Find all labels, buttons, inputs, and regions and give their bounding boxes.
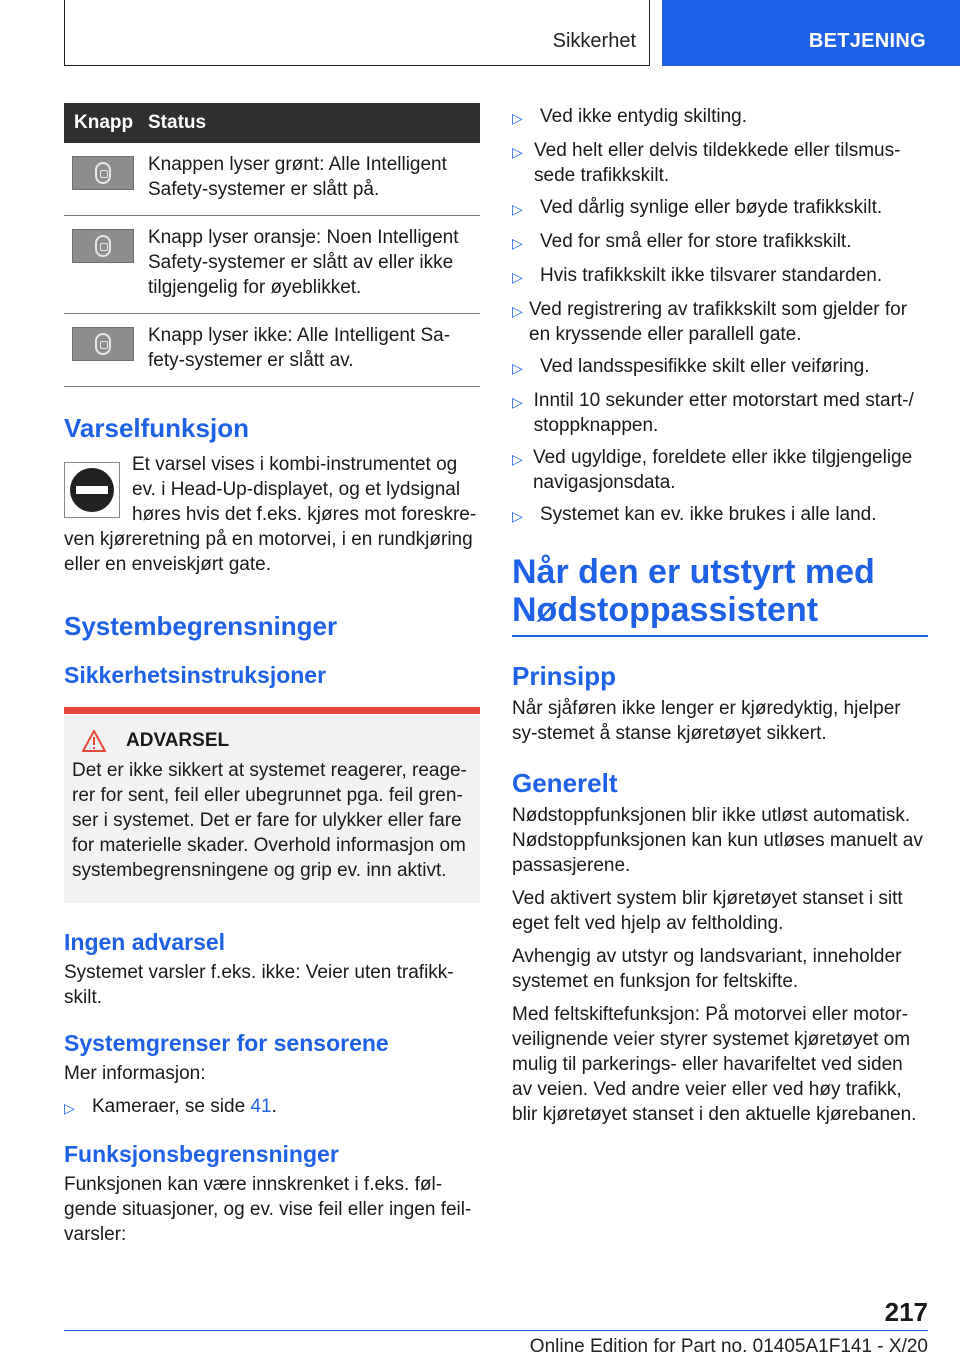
bullet-triangle-icon: ▷: [512, 303, 523, 319]
bullet-triangle-icon: ▷: [512, 451, 523, 467]
warning-text: Det er ikke sikkert at systemet reagerer, reage-rer for sent, feil eller ubegrunnet pga. feil gren-ser i systemet. Det er fare for ulykker eller fare for materielle skader. Overhold informasjon om systembegrensningene og grip ev. inn aktivt.: [72, 760, 467, 881]
list-item: [512, 229, 928, 256]
no-entry-sign-icon: [64, 462, 120, 518]
bullet-triangle-icon: ▷: [512, 269, 523, 285]
bullet-text: Ved helt eller delvis tildekkede eller tilsmus-sede trafikkskilt.: [534, 140, 901, 186]
heading-funksjonsbegrensninger: Funksjonsbegrensninger: [64, 1141, 339, 1167]
generelt-p2: Ved aktivert system blir kjøretøyet stanset i sitt eget felt ved hjelp av feltholding.: [512, 888, 903, 934]
varsel-text-a: Et varsel vises i kombi-instrumentet og ev. i Head-Up-displayet, og et lydsignal høres hvis det f.eks. kjøres mot foreskre-: [132, 454, 477, 525]
list-item: [512, 445, 928, 495]
footer-edition: Online Edition for Part no. 01405A1F141 - X/20: [529, 1336, 928, 1357]
bullet-triangle-icon: ▷: [512, 110, 523, 126]
heading-systembegrensninger: Systembegrensninger: [64, 611, 338, 641]
generelt-p3: Avhengig av utstyr og landsvariant, inneholder systemet en funksjon for feltskifte.: [512, 946, 902, 992]
heading-ingen-advarsel: Ingen advarsel: [64, 929, 226, 955]
heading-nodstoppassistent: Når den er utstyrt med Nødstoppassistent: [512, 553, 928, 637]
bullet-text: Hvis trafikkskilt ikke tilsvarer standarden.: [540, 265, 883, 286]
bullet-triangle-icon: ▷: [512, 235, 523, 251]
page-link[interactable]: 41: [250, 1096, 272, 1117]
bullet-text: Ved for små eller for store trafikkskilt.: [540, 231, 852, 252]
bullet-triangle-icon: ▷: [64, 1100, 75, 1116]
prinsipp-text: Når sjåføren ikke lenger er kjøredyktig, hjelper sy-stemet å stanse kjøretøyet sikkert.: [512, 698, 901, 744]
list-item: [512, 138, 928, 188]
intelligent-safety-button-icon: [72, 229, 134, 263]
funksjon-text: Funksjonen kan være innskrenket i f.eks. føl-gende situasjoner, og ev. vise feil eller ingen feil-varsler:: [64, 1174, 472, 1245]
table-cell-status: Knapp lyser oransje: Noen Intelligent Safety-systemer er slått av eller ikke tilgjengelig for øyeblikket.: [148, 227, 459, 298]
list-item: [64, 1094, 480, 1121]
bullet-text: Kameraer, se side: [92, 1096, 251, 1117]
col-header-status: Status: [148, 112, 207, 133]
generelt-p1: Nødstoppfunksjonen blir ikke utløst automatisk. Nødstoppfunksjonen kan kun utløses manuelt av passasjerene.: [512, 805, 923, 876]
warning-title: ADVARSEL: [126, 730, 230, 751]
list-item: [512, 388, 928, 438]
heading-sikkerhetsinstruksjoner: Sikkerhetsinstruksjoner: [64, 662, 327, 688]
right-column: [512, 104, 928, 1127]
list-item: [512, 195, 928, 222]
list-item: [512, 502, 928, 529]
left-column: [64, 103, 480, 1247]
list-item: [512, 104, 928, 131]
table-row: [64, 314, 480, 387]
bullet-triangle-icon: ▷: [512, 201, 523, 217]
limitation-list: [512, 104, 928, 529]
section-title: Sikkerhet: [552, 30, 636, 52]
page-number: 217: [884, 1297, 928, 1327]
footer-divider: [64, 1330, 928, 1331]
warning-triangle-icon: [82, 730, 106, 752]
list-item: [512, 263, 928, 290]
ingen-text: Systemet varsler f.eks. ikke: Veier uten trafikk-skilt.: [64, 962, 454, 1008]
bullet-text: Ved dårlig synlige eller bøyde trafikkskilt.: [540, 197, 883, 218]
heading-systemgrenser: Systemgrenser for sensorene: [64, 1030, 389, 1056]
varsel-text-b: ven kjøreretning på en motorvei, i en rundkjøring eller en enveiskjørt gate.: [64, 529, 473, 575]
chapter-tab: BETJENING: [662, 0, 960, 66]
table-cell-status: Knapp lyser ikke: Alle Intelligent Sa-fety-systemer er slått av.: [148, 325, 451, 371]
grenser-text: Mer informasjon:: [64, 1063, 206, 1084]
bullet-text: Ved landsspesifikke skilt eller veiføring.: [540, 356, 870, 377]
bullet-text-end: .: [271, 1096, 277, 1117]
intelligent-safety-button-icon: [72, 327, 134, 361]
heading-generelt: Generelt: [512, 768, 618, 798]
status-table-header: [64, 103, 480, 143]
intelligent-safety-button-icon: [72, 156, 134, 190]
table-row: [64, 216, 480, 314]
warning-box: [64, 707, 480, 903]
col-header-button: Knapp: [74, 112, 134, 133]
heading-varselfunksjon: Varselfunksjon: [64, 413, 249, 443]
bullet-text: Inntil 10 sekunder etter motorstart med start-/ stoppknappen.: [533, 390, 914, 436]
bullet-text: Ved ugyldige, foreldete eller ikke tilgjengelige navigasjonsdata.: [532, 447, 913, 493]
generelt-p4: Med feltskiftefunksjon: På motorvei eller motor-veilignende veier styrer systemet kjøretøyet om mulig til parkerings- eller havarifeltet ved siden av veien. Ved andre veier eller ved høy trafikk, blir kjøretøyet stanset i den aktuelle kjørebanen.: [512, 1004, 917, 1125]
bullet-triangle-icon: ▷: [512, 394, 523, 410]
bullet-text: Systemet kan ev. ikke brukes i alle land.: [540, 504, 877, 525]
bullet-text: Ved ikke entydig skilting.: [540, 106, 748, 127]
table-cell-status: Knappen lyser grønt: Alle Intelligent Safety-systemer er slått på.: [148, 154, 447, 200]
list-item: [512, 297, 928, 347]
bullet-triangle-icon: ▷: [512, 360, 523, 376]
bullet-triangle-icon: ▷: [512, 508, 523, 524]
bullet-triangle-icon: ▷: [512, 144, 523, 160]
table-row: [64, 143, 480, 216]
list-item: [512, 354, 928, 381]
heading-prinsipp: Prinsipp: [512, 661, 617, 691]
bullet-text: Ved registrering av trafikkskilt som gjelder for en kryssende eller parallell gate.: [529, 299, 908, 345]
